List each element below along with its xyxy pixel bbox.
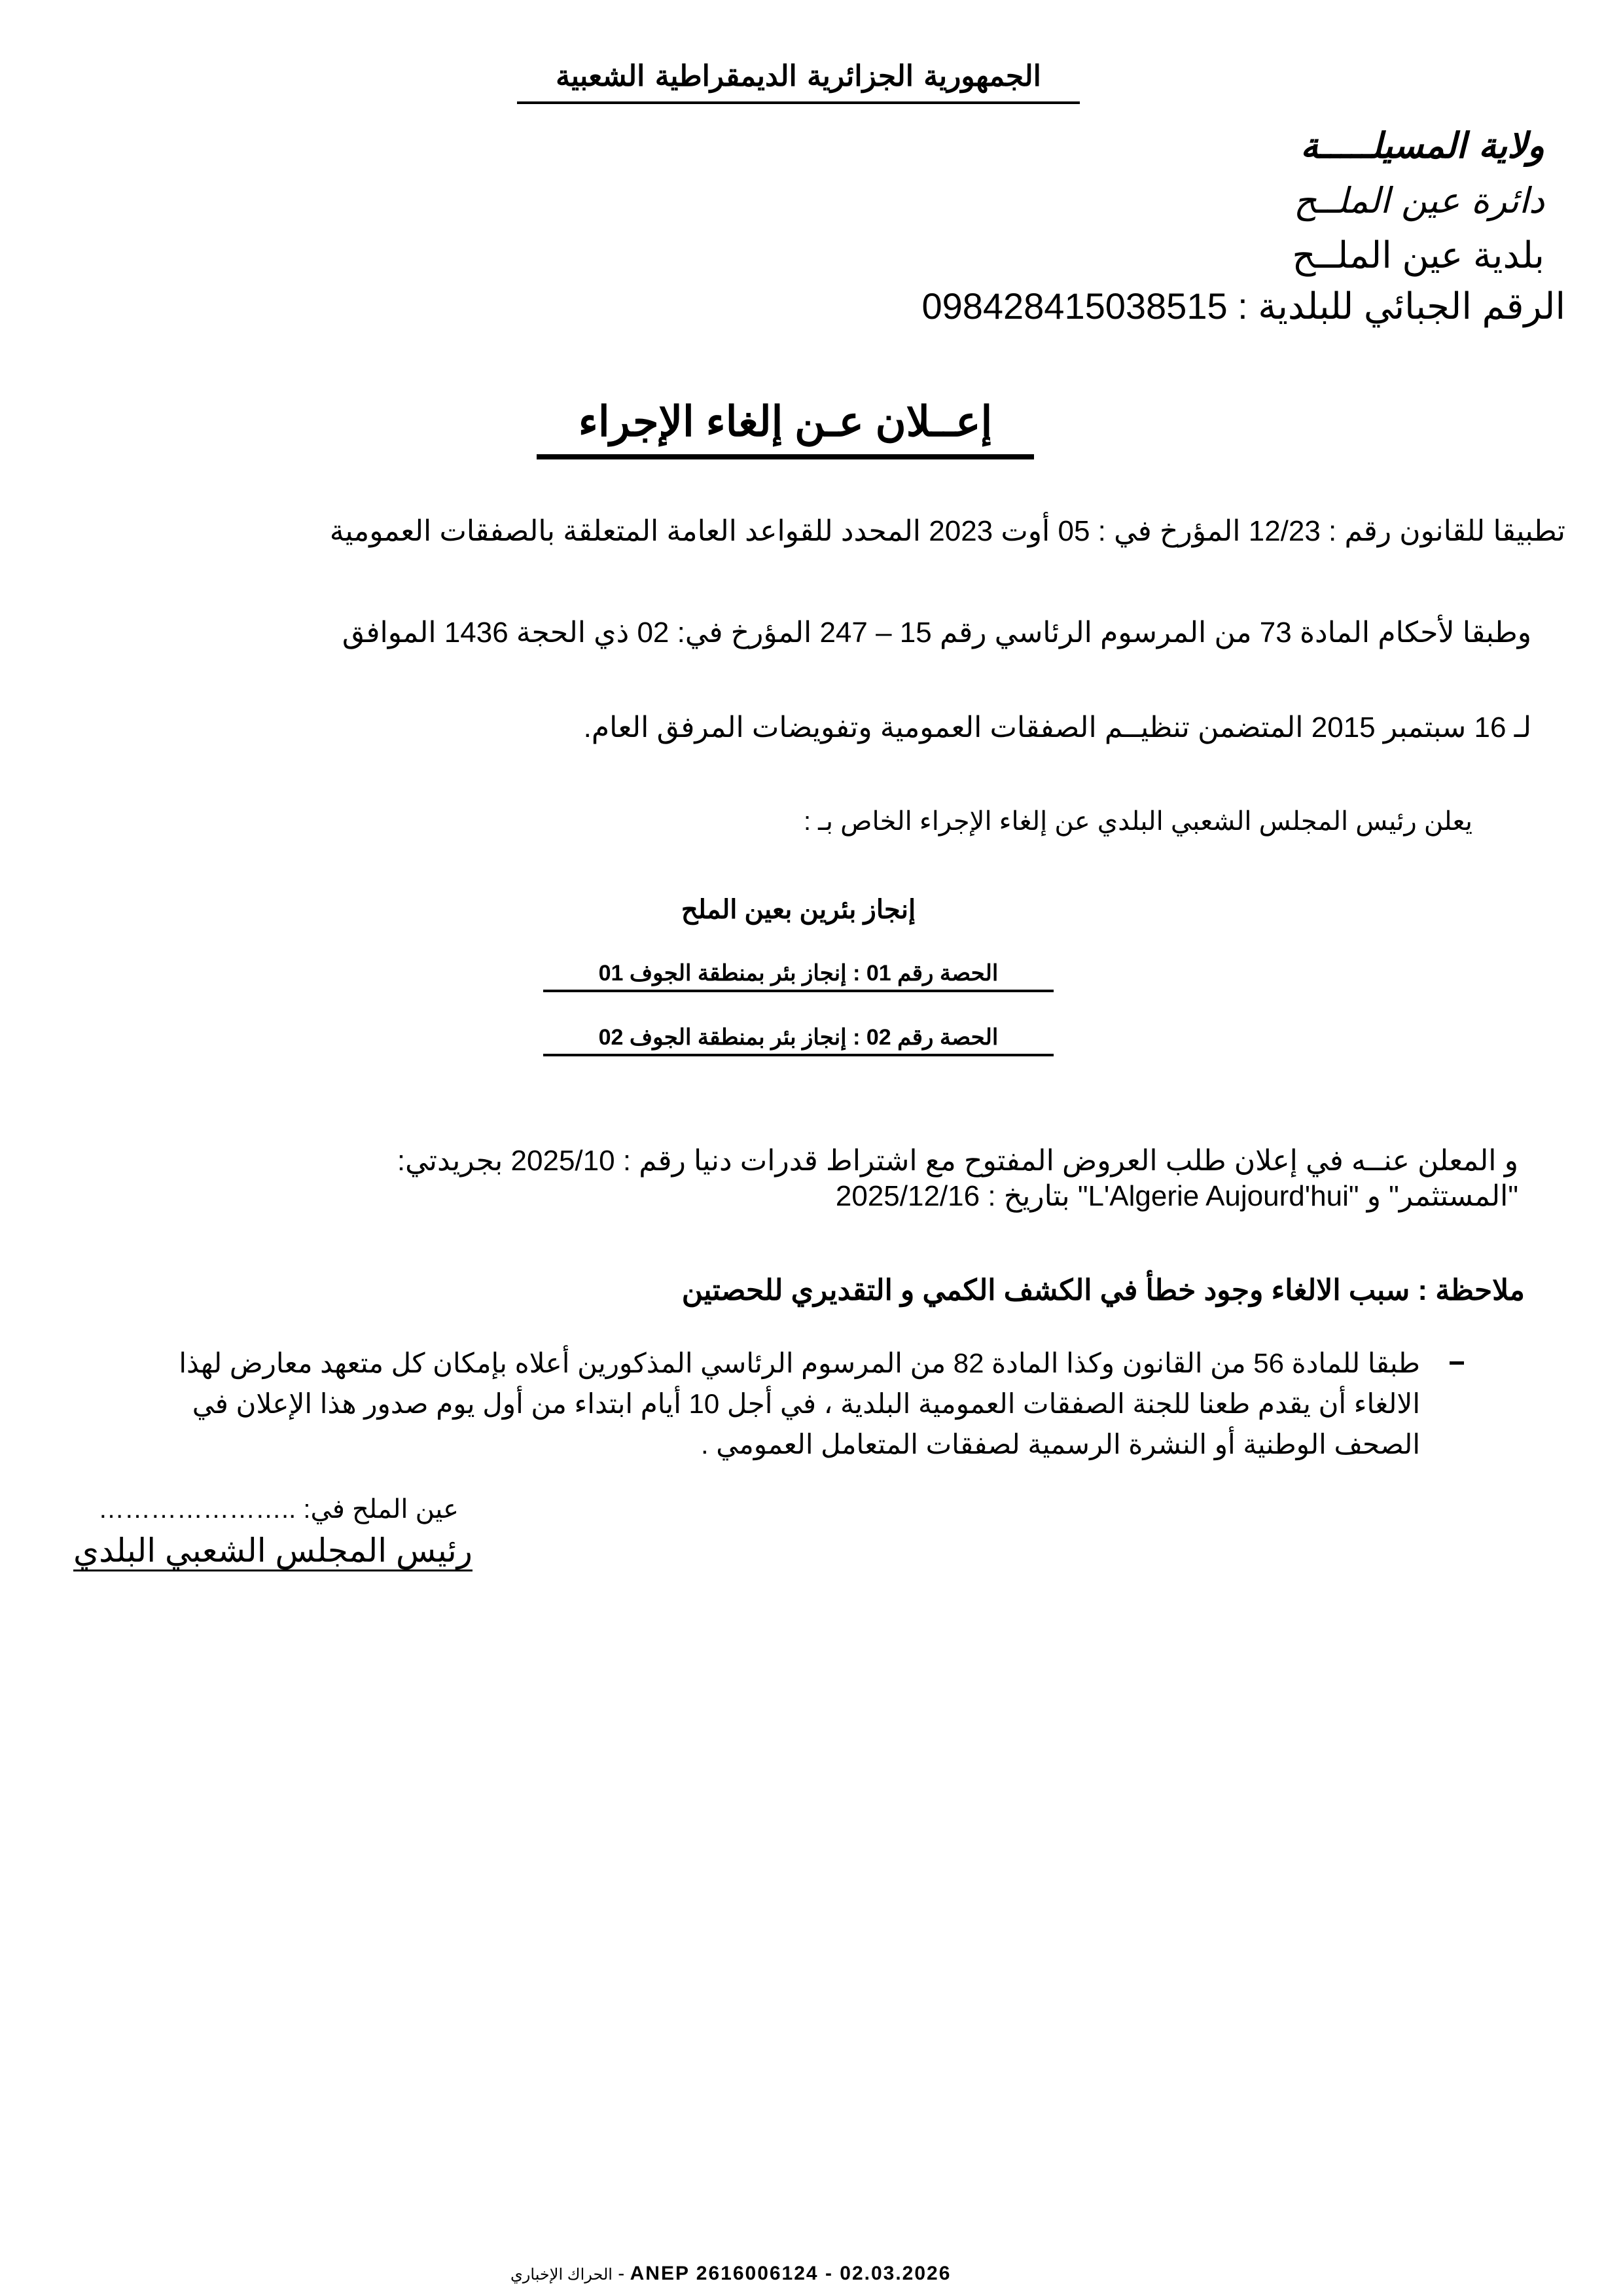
- baladia-label: بلدية عين الملــح: [1292, 234, 1544, 276]
- footer-reference: ANEP 2616006124 - 02.03.2026: [630, 2263, 952, 2284]
- bullet-dash-icon: [1450, 1361, 1464, 1365]
- publication-footer: [510, 2264, 951, 2284]
- fiscal-number-line: [921, 285, 1565, 327]
- lot-item: الحصة رقم 01 : إنجاز بئر بمنطقة الجوف 01: [543, 962, 1054, 992]
- appeal-condition-line: طبقا للمادة 56 من القانون وكذا المادة 82 من المرسوم الرئاسي المذكورين أعلاه بإمكان كل متعهد معارض لهذا: [179, 1348, 1420, 1378]
- appeal-condition-line: الالغاء أن يقدم طعنا للجنة الصفقات العمومية البلدية ، في أجل 10 أيام ابتداء من أول يوم صدور هذا الإعلان في: [192, 1388, 1420, 1419]
- tender-reference-line: و المعلن عنــه في إعلان طلب العروض المفتوح مع اشتراط قدرات دنيا رقم : 2025/10 بجريدتي:: [397, 1145, 1518, 1177]
- republic-heading: الجمهورية الجزائرية الديمقراطية الشعبية: [517, 62, 1080, 104]
- fiscal-number-label: الرقم الجبائي للبلدية :: [1238, 285, 1565, 327]
- announcement-intro: يعلن رئيس المجلس الشعبي البلدي عن إلغاء الإجراء الخاص بـ :: [803, 807, 1472, 836]
- legal-basis-law: تطبيقا للقانون رقم : 12/23 المؤرخ في : 05 أوت 2023 المحدد للقواعد العامة المتعلقة بالصفقات العمومية: [329, 515, 1565, 547]
- signatory-title: رئيس المجلس الشعبي البلدي: [73, 1534, 473, 1571]
- fiscal-number-value: 098428415038515: [921, 285, 1228, 327]
- daira-label: دائرة عين الملــح: [1293, 180, 1544, 221]
- legal-basis-decree-continued: لـ 16 سبتمبر 2015 المتضمن تنظيــم الصفقات العمومية وتفويضات المرفق العام.: [583, 711, 1531, 744]
- appeal-condition-line: الصحف الوطنية أو النشرة الرسمية لصفقات المتعامل العمومي .: [700, 1429, 1420, 1460]
- cancellation-reason-note: ملاحظة : سبب الالغاء وجود خطأ في الكشف الكمي و التقديري للحصتين: [681, 1274, 1525, 1306]
- footer-separator: -: [612, 2263, 630, 2284]
- lot-item: الحصة رقم 02 : إنجاز بئر بمنطقة الجوف 02: [543, 1026, 1054, 1056]
- newspaper-reference-line: "المستثمر" و "L'Algerie Aujourd'hui" بتاريخ : 2025/12/16: [835, 1180, 1518, 1212]
- legal-basis-decree: وطبقا لأحكام المادة 73 من المرسوم الرئاسي رقم 15 – 247 المؤرخ في: 02 ذي الحجة 1436 الموافق: [342, 617, 1531, 649]
- wilaya-label: ولاية المسيلـــــة: [1300, 124, 1544, 166]
- place-and-date: عين الملح في: ..…………………: [98, 1495, 459, 1524]
- notice-title: إعــلان عـن إلغاء الإجراء: [537, 401, 1034, 459]
- project-title: إنجاز بئرين بعين الملح: [681, 895, 916, 924]
- footer-source: الحراك الإخباري: [510, 2266, 613, 2284]
